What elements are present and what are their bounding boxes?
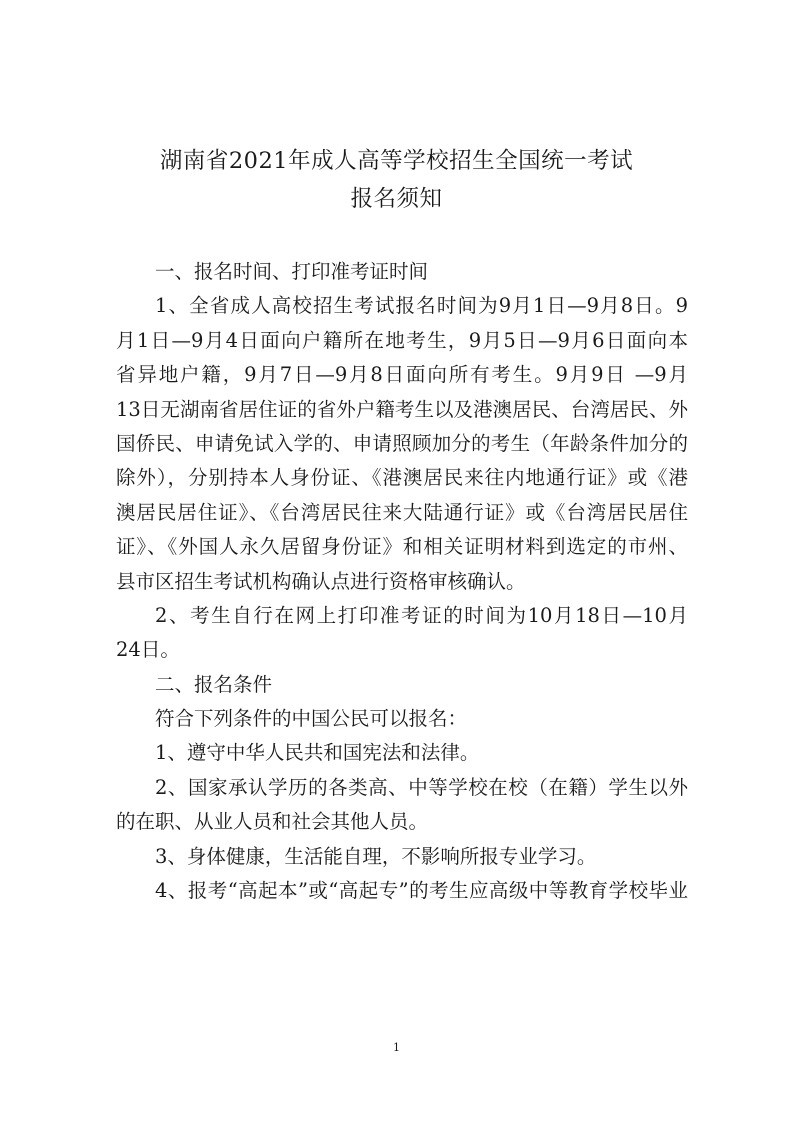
document-subtitle: 报名须知 — [350, 186, 443, 212]
document-body — [116, 255, 688, 908]
body-line: 2、考生自行在网上打印准考证的时间为10月18日—10月 — [155, 603, 688, 627]
body-line: 符合下列条件的中国公民可以报名： — [155, 707, 468, 731]
body-line: 4、报考“高起本”或“高起专”的考生应高级中等教育学校毕业 — [155, 879, 688, 903]
body-line: 国侨民、申请免试入学的、申请照顾加分的考生（年龄条件加分的 — [116, 431, 688, 455]
body-line: 1、全省成人高校招生考试报名时间为9月1日—9月8日。9 — [155, 294, 688, 318]
body-line: 证》、《外国人永久居留身份证》和相关证明材料到选定的市州、 — [116, 535, 688, 559]
body-line: 二、报名条件 — [155, 672, 273, 696]
body-line: 2、国家承认学历的各类高、中等学校在校（在籍）学生以外 — [155, 775, 688, 799]
body-line: 省异地户籍，9月7日—9月8日面向所有考生。9月9日 —9月 — [116, 363, 688, 387]
body-line: 县市区招生考试机构确认点进行资格审核确认。 — [116, 569, 526, 593]
document-title: 湖南省2021年成人高等学校招生全国统一考试 — [159, 148, 634, 174]
body-line: 24日。 — [116, 638, 180, 662]
body-line: 除外），分别持本人身份证、《港澳居民来往内地通行证》或《港 — [116, 466, 688, 490]
body-line: 13日无湖南省居住证的省外户籍考生以及港澳居民、台湾居民、外 — [116, 397, 688, 421]
page-number: 1 — [393, 1041, 400, 1054]
body-line: 一、报名时间、打印准考证时间 — [155, 260, 429, 283]
body-line: 3、身体健康，生活能自理，不影响所报专业学习。 — [155, 844, 597, 868]
body-line: 的在职、从业人员和社会其他人员。 — [116, 810, 429, 834]
body-line: 1、遵守中华人民共和国宪法和法律。 — [155, 741, 480, 765]
body-line: 月1日—9月4日面向户籍所在地考生，9月5日—9月6日面向本 — [116, 328, 688, 352]
body-line: 澳居民居住证》、《台湾居民往来大陆通行证》或《台湾居民居住 — [116, 500, 688, 524]
